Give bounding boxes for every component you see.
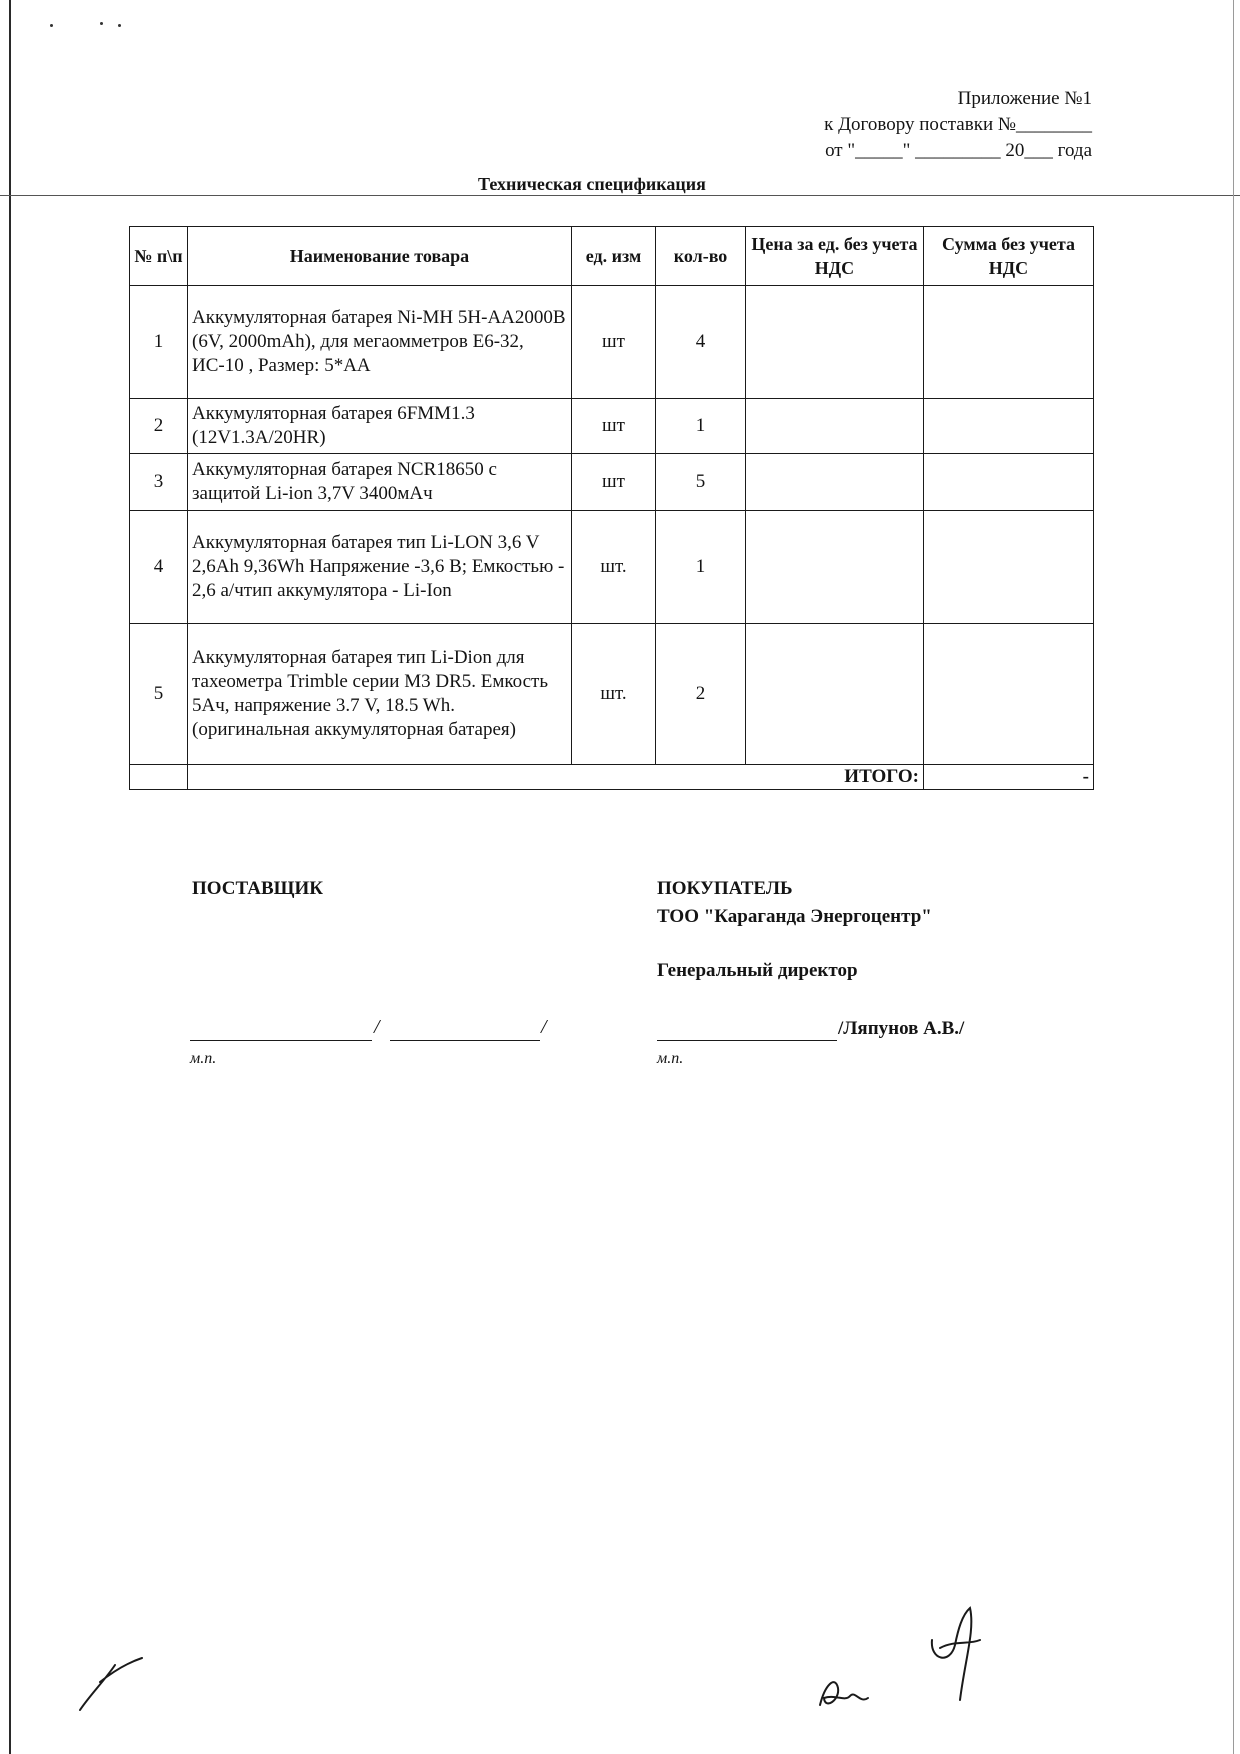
- cell-qty: 2: [656, 624, 746, 765]
- handwritten-signature-right: [920, 1600, 990, 1710]
- header-name: Наименование товара: [188, 227, 572, 286]
- scan-speck: [50, 24, 53, 27]
- cell-num: 3: [130, 454, 188, 511]
- header-num: № п\п: [130, 227, 188, 286]
- buyer-label: ПОКУПАТЕЛЬ: [657, 878, 793, 899]
- table-row: [130, 624, 1094, 765]
- total-label: ИТОГО:: [188, 765, 924, 790]
- cell-qty: 5: [656, 454, 746, 511]
- table-row: [130, 511, 1094, 624]
- cell-name: Аккумуляторная батарея 6FMM1.3 (12V1.3A/20HR): [188, 399, 572, 454]
- header-qty: кол-во: [656, 227, 746, 286]
- table-row: [130, 286, 1094, 399]
- cell-price: [746, 624, 924, 765]
- cell-unit: шт.: [572, 624, 656, 765]
- scan-speck: [100, 22, 103, 25]
- supplier-slash-2: /: [541, 1016, 547, 1038]
- appendix-line-2: к Договору поставки №________: [824, 114, 1092, 135]
- buyer-position: Генеральный директор: [657, 960, 858, 981]
- cell-sum: [924, 624, 1094, 765]
- supplier-label: ПОСТАВЩИК: [192, 878, 324, 899]
- cell-price: [746, 454, 924, 511]
- cell-name: Аккумуляторная батарея NCR18650 с защитой Li-ion 3,7V 3400мАч: [188, 454, 572, 511]
- header-unit: ед. изм: [572, 227, 656, 286]
- cell-sum: [924, 286, 1094, 399]
- scan-speck: [118, 24, 121, 27]
- supplier-name-line: [390, 1040, 540, 1041]
- table-header-row: [130, 227, 1094, 286]
- total-row: [130, 765, 1094, 790]
- handwritten-initial-middle: [810, 1660, 880, 1720]
- cell-price: [746, 286, 924, 399]
- cell-name: Аккумуляторная батарея тип Li-Dion для тахеометра Trimble серии M3 DR5. Емкость 5Ач, напряжение 3.7 V, 18.5 Wh. (оригинальная аккумуляторная батарея): [188, 624, 572, 765]
- scan-edge-right: [1233, 0, 1234, 1754]
- cell-num: 4: [130, 511, 188, 624]
- scan-edge-left: [9, 0, 11, 1754]
- supplier-slash-1: /: [374, 1016, 380, 1038]
- cell-unit: шт: [572, 286, 656, 399]
- buyer-company: ТОО "Караганда Энергоцентр": [657, 906, 932, 927]
- cell-num: 5: [130, 624, 188, 765]
- table-row: [130, 399, 1094, 454]
- buyer-signature-line: [657, 1040, 837, 1041]
- total-empty-cell: [130, 765, 188, 790]
- buyer-signee: /Ляпунов А.В./: [838, 1018, 965, 1039]
- cell-num: 2: [130, 399, 188, 454]
- scan-line-top: [0, 195, 1240, 196]
- cell-unit: шт.: [572, 511, 656, 624]
- cell-qty: 1: [656, 399, 746, 454]
- cell-name: Аккумуляторная батарея Ni-MH 5H-AA2000B (6V, 2000mAh), для мегаомметров Е6-32, ИС-10 , Размер: 5*AA: [188, 286, 572, 399]
- buyer-stamp-place: м.п.: [657, 1050, 684, 1067]
- cell-sum: [924, 511, 1094, 624]
- total-value: -: [924, 765, 1094, 790]
- supplier-stamp-place: м.п.: [190, 1050, 217, 1067]
- buyer-block: [657, 875, 932, 931]
- appendix-line-3: от "_____" _________ 20___ года: [825, 140, 1092, 161]
- cell-price: [746, 399, 924, 454]
- cell-sum: [924, 399, 1094, 454]
- cell-unit: шт: [572, 399, 656, 454]
- appendix-line-1: Приложение №1: [957, 88, 1092, 109]
- document-title: Техническая спецификация: [478, 174, 706, 194]
- cell-unit: шт: [572, 454, 656, 511]
- cell-qty: 4: [656, 286, 746, 399]
- header-price: Цена за ед. без учета НДС: [746, 227, 924, 286]
- supplier-signature-line: [190, 1040, 372, 1041]
- cell-name: Аккумуляторная батарея тип Li-LON 3,6 V 2,6Ah 9,36Wh Напряжение -3,6 В; Емкостью - 2,6 а/чтип аккумулятора - Li-Ion: [188, 511, 572, 624]
- cell-num: 1: [130, 286, 188, 399]
- handwritten-initial-left: [60, 1640, 150, 1720]
- table-row: [130, 454, 1094, 511]
- header-sum: Сумма без учета НДС: [924, 227, 1094, 286]
- cell-price: [746, 511, 924, 624]
- cell-sum: [924, 454, 1094, 511]
- cell-qty: 1: [656, 511, 746, 624]
- specification-table: [129, 226, 1094, 790]
- appendix-header: [824, 86, 1092, 164]
